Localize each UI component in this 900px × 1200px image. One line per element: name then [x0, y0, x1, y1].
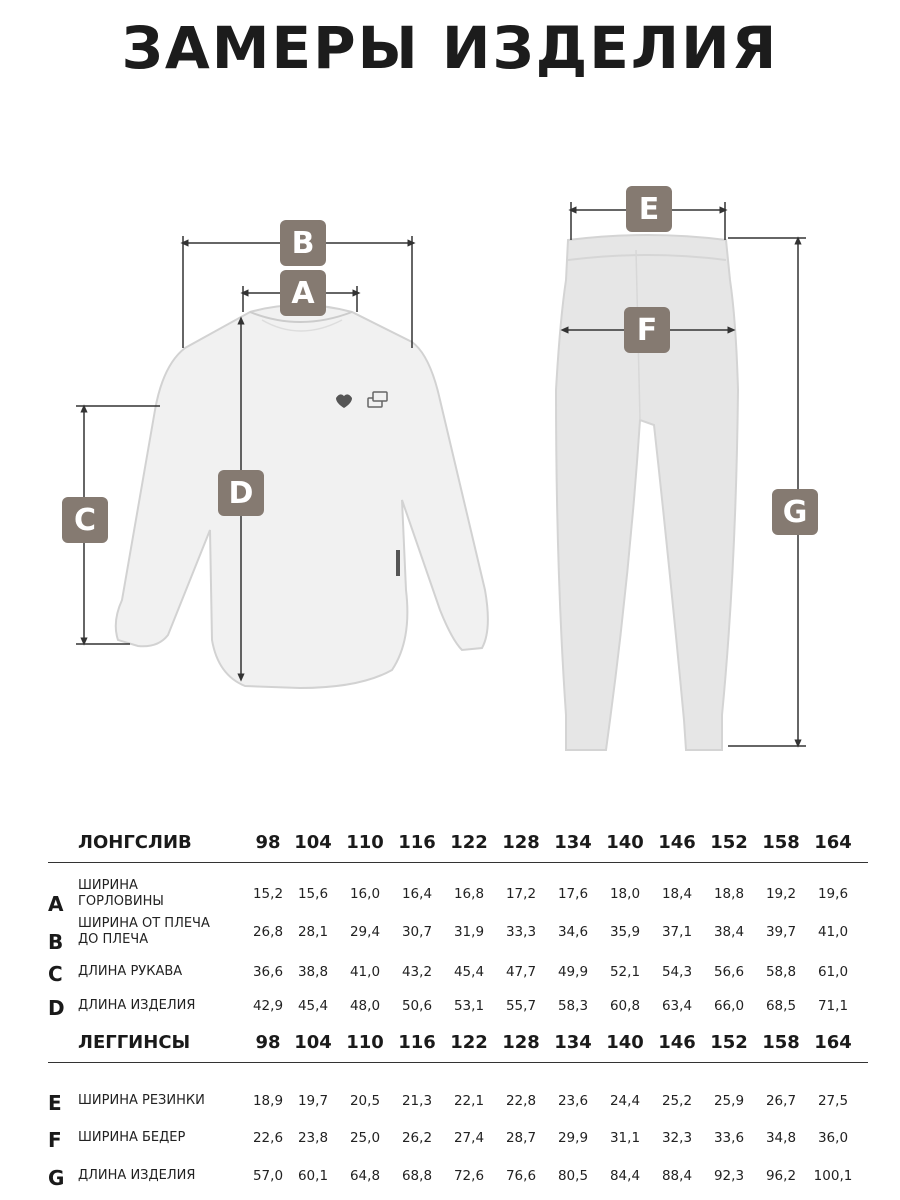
- table-header: [48, 1028, 868, 1058]
- cell-value: 50,6: [401, 998, 433, 1014]
- label-b: B: [280, 220, 326, 266]
- cell-value: 22,6: [252, 1130, 284, 1146]
- cell-value: 18,4: [661, 886, 693, 902]
- cell-value: 16,8: [453, 886, 485, 902]
- cell-value: 76,6: [505, 1168, 537, 1184]
- cell-value: 28,7: [505, 1130, 537, 1146]
- cell-value: 84,4: [609, 1168, 641, 1184]
- size-header: 158: [762, 1032, 800, 1053]
- size-header: 140: [606, 832, 644, 853]
- cell-value: 71,1: [817, 998, 849, 1014]
- cell-value: 37,1: [661, 924, 693, 940]
- cell-value: 31,9: [453, 924, 485, 940]
- table-header: [48, 828, 868, 858]
- size-header: 134: [554, 1032, 592, 1053]
- table-name: ЛОНГСЛИВ: [78, 832, 192, 853]
- size-header: 164: [814, 832, 852, 853]
- label-c: C: [62, 497, 108, 543]
- label-d: D: [218, 470, 264, 516]
- cell-value: 63,4: [661, 998, 693, 1014]
- row-label: ШИРИНА ГОРЛОВИНЫ: [78, 878, 164, 909]
- page-title: ЗАМЕРЫ ИЗДЕЛИЯ: [121, 14, 779, 82]
- size-header: 152: [710, 1032, 748, 1053]
- cell-value: 27,4: [453, 1130, 485, 1146]
- row-label: ШИРИНА БЕДЕР: [78, 1130, 186, 1145]
- cell-value: 19,7: [297, 1093, 329, 1109]
- cell-value: 68,5: [765, 998, 797, 1014]
- row-label: ДЛИНА ИЗДЕЛИЯ: [78, 998, 196, 1013]
- row-letter: D: [48, 996, 65, 1020]
- size-header: 134: [554, 832, 592, 853]
- size-header: 98: [255, 1032, 281, 1053]
- size-header: 116: [398, 832, 436, 853]
- cell-value: 16,0: [349, 886, 381, 902]
- cell-value: 35,9: [609, 924, 641, 940]
- cell-value: 18,9: [252, 1093, 284, 1109]
- cell-value: 26,7: [765, 1093, 797, 1109]
- row-label: ШИРИНА ОТ ПЛЕЧА ДО ПЛЕЧА: [78, 916, 210, 947]
- size-header: 140: [606, 1032, 644, 1053]
- size-header: 110: [346, 832, 384, 853]
- cell-value: 29,4: [349, 924, 381, 940]
- label-g: G: [772, 489, 818, 535]
- cell-value: 42,9: [252, 998, 284, 1014]
- cell-value: 33,6: [713, 1130, 745, 1146]
- cell-value: 17,6: [557, 886, 589, 902]
- cell-value: 96,2: [765, 1168, 797, 1184]
- cell-value: 66,0: [713, 998, 745, 1014]
- cell-value: 25,9: [713, 1093, 745, 1109]
- cell-value: 22,1: [453, 1093, 485, 1109]
- cell-value: 25,2: [661, 1093, 693, 1109]
- row-letter: B: [48, 930, 64, 954]
- cell-value: 55,7: [505, 998, 537, 1014]
- cell-value: 28,1: [297, 924, 329, 940]
- cell-value: 34,6: [557, 924, 589, 940]
- cell-value: 43,2: [401, 964, 433, 980]
- cell-value: 19,2: [765, 886, 797, 902]
- size-header: 164: [814, 1032, 852, 1053]
- row-letter: A: [48, 892, 64, 916]
- cell-value: 64,8: [349, 1168, 381, 1184]
- cell-value: 17,2: [505, 886, 537, 902]
- cell-value: 60,8: [609, 998, 641, 1014]
- cell-value: 26,2: [401, 1130, 433, 1146]
- cell-value: 38,4: [713, 924, 745, 940]
- cell-value: 23,6: [557, 1093, 589, 1109]
- size-header: 122: [450, 1032, 488, 1053]
- table-name: ЛЕГГИНСЫ: [78, 1032, 191, 1053]
- size-header: 122: [450, 832, 488, 853]
- cell-value: 72,6: [453, 1168, 485, 1184]
- label-e: E: [626, 186, 672, 232]
- size-header: 152: [710, 832, 748, 853]
- label-a: A: [280, 270, 326, 316]
- cell-value: 31,1: [609, 1130, 641, 1146]
- cell-value: 18,0: [609, 886, 641, 902]
- cell-value: 25,0: [349, 1130, 381, 1146]
- cell-value: 49,9: [557, 964, 589, 980]
- cell-value: 41,0: [349, 964, 381, 980]
- cell-value: 36,0: [817, 1130, 849, 1146]
- cell-value: 41,0: [817, 924, 849, 940]
- header-divider: [48, 1062, 868, 1063]
- size-header: 146: [658, 1032, 696, 1053]
- cell-value: 19,6: [817, 886, 849, 902]
- cell-value: 56,6: [713, 964, 745, 980]
- size-header: 146: [658, 832, 696, 853]
- cell-value: 18,8: [713, 886, 745, 902]
- cell-value: 57,0: [252, 1168, 284, 1184]
- size-header: 128: [502, 832, 540, 853]
- cell-value: 68,8: [401, 1168, 433, 1184]
- size-header: 104: [294, 832, 332, 853]
- size-header: 110: [346, 1032, 384, 1053]
- cell-value: 36,6: [252, 964, 284, 980]
- garment-illustration: [0, 170, 900, 770]
- row-letter: G: [48, 1166, 65, 1190]
- cell-value: 92,3: [713, 1168, 745, 1184]
- cell-value: 26,8: [252, 924, 284, 940]
- cell-value: 52,1: [609, 964, 641, 980]
- header-divider: [48, 862, 868, 863]
- cell-value: 100,1: [813, 1168, 853, 1184]
- row-label: ДЛИНА РУКАВА: [78, 964, 183, 979]
- row-letter: C: [48, 962, 63, 986]
- cell-value: 58,3: [557, 998, 589, 1014]
- cell-value: 16,4: [401, 886, 433, 902]
- cell-value: 15,2: [252, 886, 284, 902]
- size-header: 104: [294, 1032, 332, 1053]
- cell-value: 34,8: [765, 1130, 797, 1146]
- cell-value: 54,3: [661, 964, 693, 980]
- size-header: 128: [502, 1032, 540, 1053]
- cell-value: 23,8: [297, 1130, 329, 1146]
- cell-value: 24,4: [609, 1093, 641, 1109]
- cell-value: 80,5: [557, 1168, 589, 1184]
- cell-value: 30,7: [401, 924, 433, 940]
- size-header: 98: [255, 832, 281, 853]
- cell-value: 32,3: [661, 1130, 693, 1146]
- longsleeve-shape: [116, 305, 488, 688]
- row-letter: F: [48, 1128, 62, 1152]
- cell-value: 47,7: [505, 964, 537, 980]
- cell-value: 88,4: [661, 1168, 693, 1184]
- cell-value: 61,0: [817, 964, 849, 980]
- cell-value: 39,7: [765, 924, 797, 940]
- cell-value: 48,0: [349, 998, 381, 1014]
- cell-value: 58,8: [765, 964, 797, 980]
- row-label: ШИРИНА РЕЗИНКИ: [78, 1093, 205, 1108]
- size-header: 158: [762, 832, 800, 853]
- cell-value: 22,8: [505, 1093, 537, 1109]
- cell-value: 53,1: [453, 998, 485, 1014]
- row-letter: E: [48, 1091, 62, 1115]
- cell-value: 21,3: [401, 1093, 433, 1109]
- label-f: F: [624, 307, 670, 353]
- size-header: 116: [398, 1032, 436, 1053]
- cell-value: 27,5: [817, 1093, 849, 1109]
- cell-value: 38,8: [297, 964, 329, 980]
- cell-value: 33,3: [505, 924, 537, 940]
- cell-value: 20,5: [349, 1093, 381, 1109]
- cell-value: 60,1: [297, 1168, 329, 1184]
- cell-value: 45,4: [453, 964, 485, 980]
- cell-value: 29,9: [557, 1130, 589, 1146]
- cell-value: 15,6: [297, 886, 329, 902]
- row-label: ДЛИНА ИЗДЕЛИЯ: [78, 1168, 196, 1183]
- cell-value: 45,4: [297, 998, 329, 1014]
